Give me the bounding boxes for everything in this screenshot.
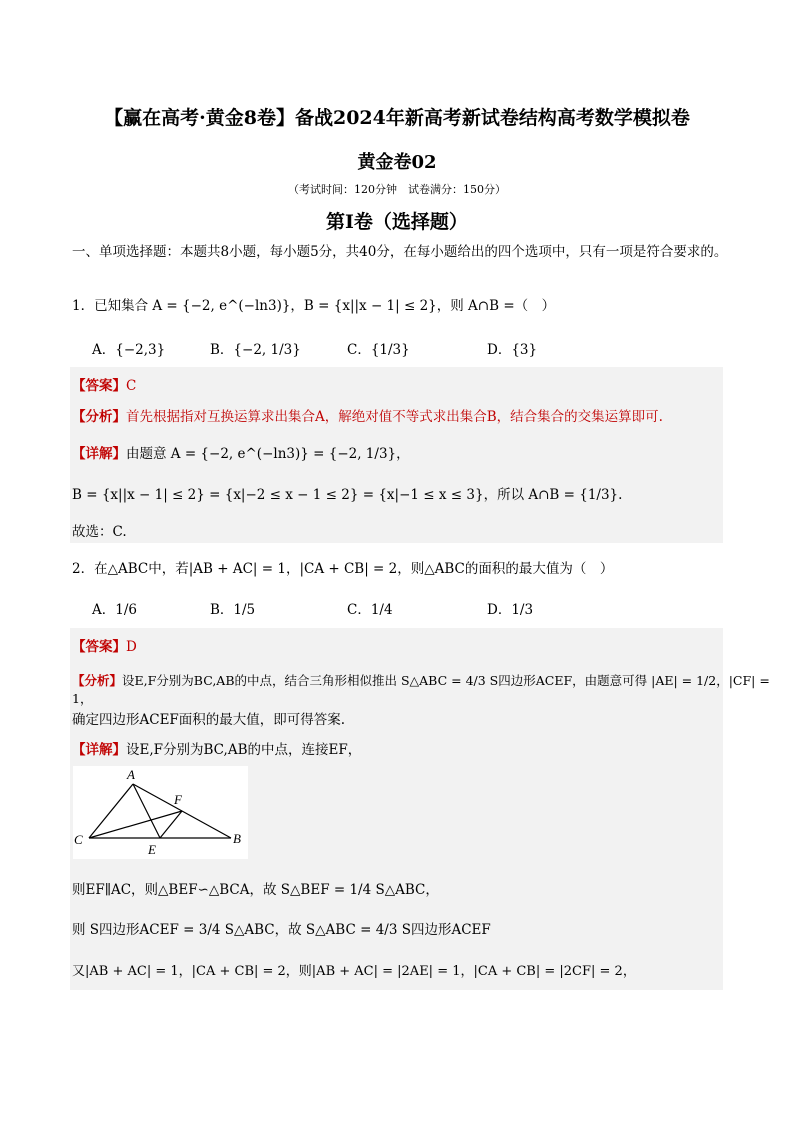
q2-option-c: C．1/4 [347,602,393,618]
q2-answer [72,635,137,655]
q2-detail-tag: 【详解】 [72,742,126,758]
q2-option-a: A．1/6 [92,602,137,618]
q1-detail-1: 由题意 A = {−2, e^(−ln3)} = {−2, 1/3}， [126,446,410,462]
triangle-diagram [73,766,248,859]
edge-ac [89,784,133,838]
q2-stem: 2．在△ABC中，若|AB + AC| = 1，|CA + CB| = 2，则△ABC的面积的最大值为（ ） [72,561,614,577]
q2-analysis-1: 设E,F分别为BC,AB的中点，结合三角形相似推出 S△ABC = 4/3 S四边形ACEF，由题意可得 |AE| = 1/2，|CF| = 1， [72,673,770,706]
label-f: F [174,792,182,807]
q2-answer-value: D [126,639,137,655]
exam-info: （考试时间：120分钟 试卷满分：150分） [288,183,506,196]
q2-detail-4: 又|AB + AC| = 1，|CA + CB| = 2，则|AB + AC| = |2AE| = 1，|CA + CB| = |2CF| = 2， [72,964,636,979]
section-heading: 第I卷（选择题） [326,211,468,233]
segment-ef [160,811,182,838]
q1-analysis-tag: 【分析】 [72,409,126,425]
paper-title: 【赢在高考·黄金8卷】备战2024年新高考新试卷结构高考数学模拟卷 [104,107,690,129]
q1-stem: 1．已知集合 A = {−2, e^(−ln3)}，B = {x||x − 1| ≤ 2}，则 A∩B =（ ） [72,298,556,314]
q2-detail [72,738,361,758]
q1-answer-value: C [126,378,137,394]
q2-analysis-2: 确定四边形ACEF面积的最大值，即可得答案. [72,712,346,728]
section-intro: 一、单项选择题：本题共8小题，每小题5分，共40分，在每小题给出的四个选项中，只有一项是符合要求的。 [72,244,728,260]
label-e: E [148,842,156,857]
q2-answer-tag: 【答案】 [72,639,126,655]
q1-option-b: B．{−2, 1/3} [210,342,301,358]
q1-answer-tag: 【答案】 [72,378,126,394]
label-a: A [127,767,135,782]
q1-detail-tag: 【详解】 [72,446,126,462]
label-c: C [74,832,83,847]
q2-detail-3: 则 S四边形ACEF = 3/4 S△ABC，故 S△ABC = 4/3 S四边形ACEF [72,922,491,938]
q1-detail-2: B = {x||x − 1| ≤ 2} = {x|−2 ≤ x − 1 ≤ 2} = {x|−1 ≤ x ≤ 3}，所以 A∩B = {1/3}. [72,487,623,503]
q1-analysis-text: 首先根据指对互换运算求出集合A，解绝对值不等式求出集合B，结合集合的交集运算即可. [126,409,663,425]
q2-analysis-tag: 【分析】 [72,673,123,688]
label-b: B [233,831,241,846]
q1-detail [72,442,410,462]
q2-detail-2: 则EF∥AC，则△BEF∽△BCA，故 S△BEF = 1/4 S△ABC， [72,882,439,898]
q2-option-b: B．1/5 [210,602,256,618]
q1-option-c: C．{1/3} [347,342,410,358]
paper-subtitle: 黄金卷02 [357,152,437,173]
segment-cf [89,811,182,838]
q2-option-d: D．1/3 [487,602,534,618]
q1-answer [72,374,136,394]
triangle-figure [73,766,248,859]
q1-analysis [72,405,663,425]
q1-choice: 故选：C. [72,524,127,540]
q1-option-a: A．{−2,3} [92,342,166,358]
q2-detail-1: 设E,F分别为BC,AB的中点，连接EF， [126,742,362,758]
q2-analysis [72,671,794,707]
q1-option-d: D．{3} [487,342,538,358]
